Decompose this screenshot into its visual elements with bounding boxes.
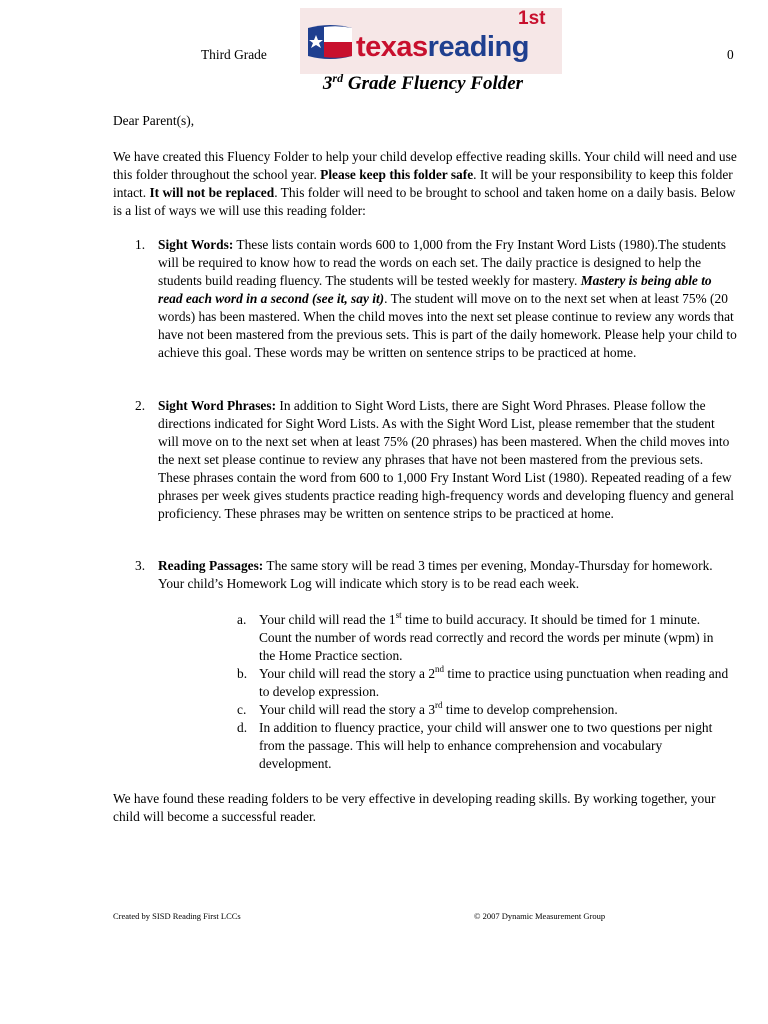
list-item-text: Sight Word Phrases: In addition to Sight Word Lists, there are Sight Word Phrases. Please follow the directions indicated for Sight Word Lists. As with the Sight Word List, please remember that the student will move on to the next set when at least 75% (20 phrases) has been mastered. When the child moves into the next set please continue to review any phrases that have not been mastered from the previous sets. These phrases contain the word from 600 to 1,000 Fry Instant Word List (1980). Repeated reading of a few phrases per week gives students practice reading high-frequency words and developing fluency and general proficiency. These phrases may be written on sentence strips to be practiced at home.: [158, 398, 734, 521]
logo-first-superscript: 1st: [518, 8, 546, 29]
texas-flag-icon: [306, 22, 354, 62]
list-item-text: Sight Words: These lists contain words 600 to 1,000 from the Fry Instant Word Lists (1980).The students will be required to know how to read the words on each set. The daily practice is designed to help the students build reading fluency. The students will be tested weekly for mastery. Mastery is being able to read each word in a second (see it, say it). The student will move on to the next set when at least 75% (20 words) has been mastered. When the child moves into the next set please continue to review any words that have not been mastered from the previous sets. This is part of the daily homework. Please help your child to achieve this goal. These words may be written on sentence strips to be practiced at home.: [158, 237, 737, 360]
logo-wordmark: texasreading: [356, 31, 529, 63]
texas-reading-first-logo: [300, 8, 562, 74]
closing-paragraph: We have found these reading folders to be very effective in developing reading skills. By working together, your child will become a successful reader.: [113, 791, 716, 824]
footer-credit: Created by SISD Reading First LCCs: [113, 911, 241, 921]
intro-paragraph: We have created this Fluency Folder to help your child develop effective reading skills. Your child will need and use this folder throughout the school year. Please keep this folder safe. It will be your responsibility to keep this folder intact. It will not be replaced. This folder will need to be brought to school and taken home on a daily basis. Below is a list of ways we will use this reading folder:: [113, 149, 737, 218]
grade-label: Third Grade: [201, 47, 267, 62]
salutation: Dear Parent(s),: [113, 113, 195, 128]
page-number: 0: [727, 47, 734, 62]
list-item-text: Reading Passages: The same story will be read 3 times per evening, Monday-Thursday for homework. Your child’s Homework Log will indicate which story is to be read each week.: [158, 558, 713, 591]
footer-copyright: © 2007 Dynamic Measurement Group: [474, 911, 606, 921]
page-title: 3rd Grade Fluency Folder: [322, 71, 524, 94]
